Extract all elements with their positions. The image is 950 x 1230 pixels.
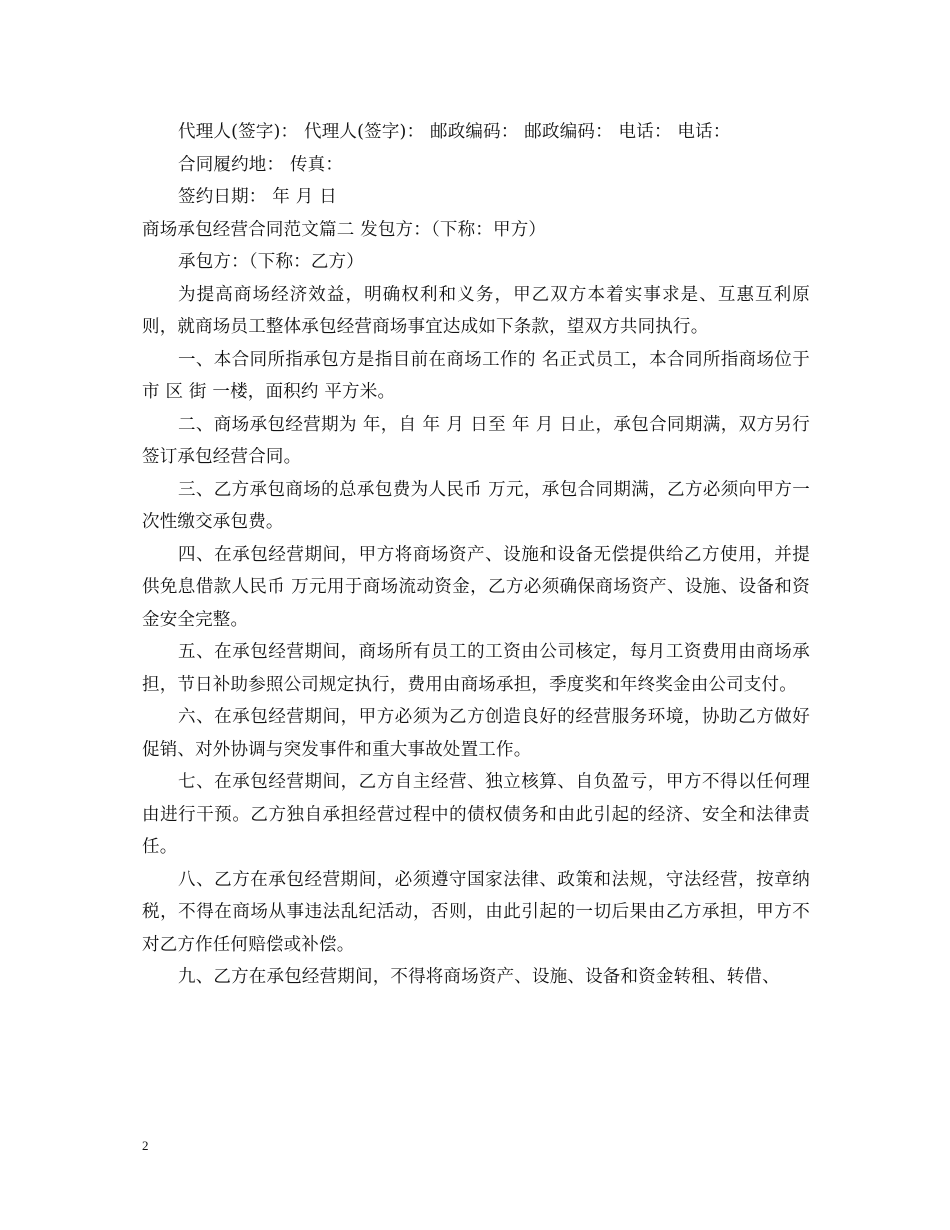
paragraph-clause-1: 一、本合同所指承包方是指目前在商场工作的 名正式员工，本合同所指商场位于市 区 街 一楼，面积约 平方米。: [142, 349, 810, 402]
paragraph-clause-9: 九、乙方在承包经营期间，不得将商场资产、设施、设备和资金转租、转借、: [178, 967, 780, 987]
signature-line: 代理人(签字)： 代理人(签字)： 邮政编码： 邮政编码： 电话： 电话：: [178, 122, 731, 142]
paragraph-clause-7: 七、在承包经营期间，乙方自主经营、独立核算、自负盈亏，甲方不得以任何理由进行干预。乙方独自承担经营过程中的债权债务和由此引起的经济、安全和法律责任。: [142, 772, 810, 857]
paragraph-clause-3: 三、乙方承包商场的总承包费为人民币 万元，承包合同期满，乙方必须向甲方一次性缴交承包费。: [142, 479, 810, 532]
paragraph-clause-5: 五、在承包经营期间，商场所有员工的工资由公司核定，每月工资费用由商场承担，节日补助参照公司规定执行，费用由商场承担，季度奖和年终奖金由公司支付。: [142, 642, 810, 695]
contractor-line: 承包方：（下称：乙方）: [178, 252, 364, 272]
page-number: 2: [142, 1138, 149, 1153]
signing-date-line: 签约日期： 年 月 日: [178, 187, 337, 207]
paragraph-intro: 为提高商场经济效益，明确权利和义务，甲乙双方本着实事求是、互惠互利原则，就商场员工整体承包经营商场事宜达成如下条款，望双方共同执行。: [142, 284, 810, 337]
paragraph-clause-4: 四、在承包经营期间，甲方将商场资产、设施和设备无偿提供给乙方使用，并提供免息借款人民币 万元用于商场流动资金，乙方必须确保商场资产、设施、设备和资金安全完整。: [142, 544, 810, 630]
document-body: [142, 116, 810, 994]
section-title-line: 商场承包经营合同范文篇二 发包方：（下称：甲方）: [142, 219, 547, 240]
paragraph-clause-2: 二、商场承包经营期为 年，自 年 月 日至 年 月 日止，承包合同期满，双方另行签订承包经营合同。: [142, 414, 810, 467]
paragraph-clause-8: 八、乙方在承包经营期间，必须遵守国家法律、政策和法规，守法经营，按章纳税，不得在商场从事违法乱纪活动，否则，由此引起的一切后果由乙方承担，甲方不对乙方作任何赔偿或补偿。: [142, 869, 810, 955]
paragraph-clause-6: 六、在承包经营期间，甲方必须为乙方创造良好的经营服务环境，协助乙方做好促销、对外协调与突发事件和重大事故处置工作。: [142, 707, 810, 760]
place-fax-line: 合同履约地： 传真：: [178, 154, 344, 175]
